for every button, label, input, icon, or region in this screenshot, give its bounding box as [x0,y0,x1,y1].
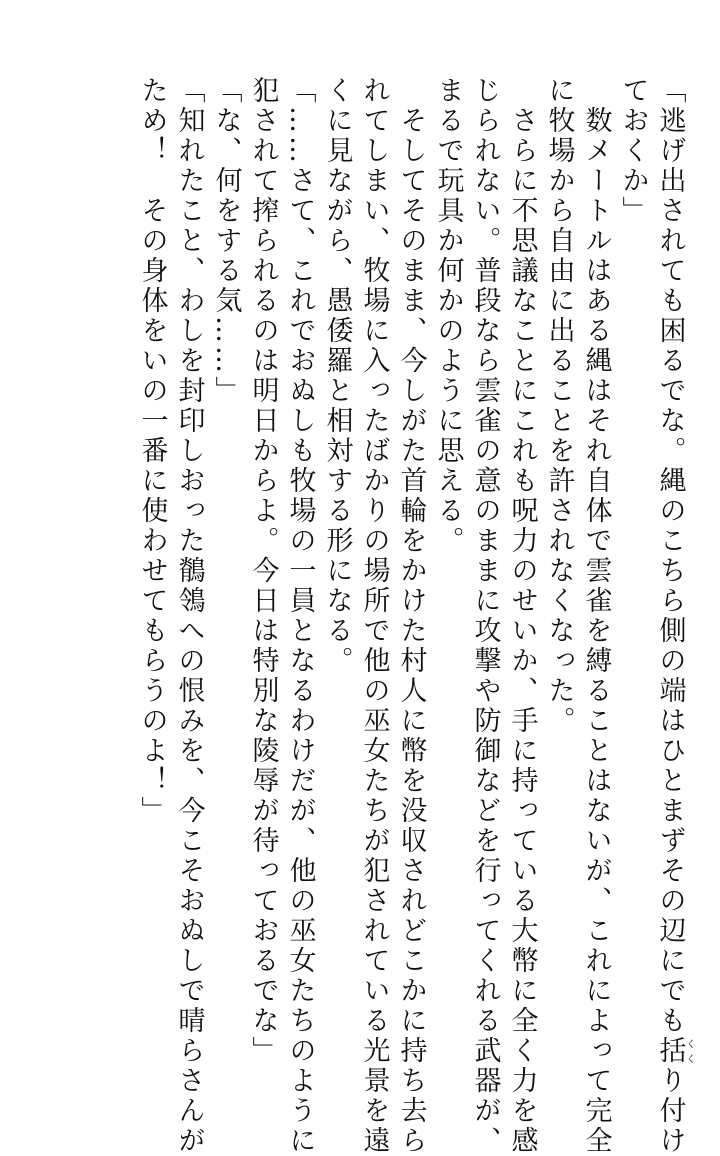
text-line-15: ため！ その身体をいの一番に使わせてもらうのよ！」 [136,76,168,826]
text-line-12: 犯されて搾られるのは明日からよ。今日は特別な陵辱が待っておるでな」 [247,76,279,1066]
text-line-10: くに見ながら、愚倭羅と相対する形になる。 [321,76,353,676]
text-line-6: じられない。普段なら雲雀の意のままに攻撃や防御などを行ってくれる武器が、 [469,76,501,1156]
text-line-1-tail: り付け [654,1066,686,1156]
text-line-4: に牧場から自由に出ることを許されなくなった。 [543,76,575,736]
ruby-base: 括 [654,1036,686,1066]
text-line-3: 数メートルはある縄はそれ自体で雲雀を縛ることはないが、これによって完全 [580,76,612,1156]
ruby-reading: くく [683,1036,695,1066]
text-line-5: さらに不思議なことにこれも呪力のせいか、手に持っている大幣に全く力を感 [506,76,538,1156]
text-line-2: ておくか」 [617,76,649,226]
text-line-1-content: 「逃げ出されても困るでな。縄のこちら側の端はひとまずその辺にでも [654,76,686,1036]
text-line-8: そしてそのまま、今しがた首輪をかけた村人に幣を没収されどこかに持ち去ら [395,76,427,1156]
text-line-1 [652,76,695,1156]
text-line-11: 「……さて、これでおぬしも牧場の一員となるわけだが、他の巫女たちのように [284,76,316,1156]
text-line-7: まるで玩具か何かのように思える。 [432,76,464,556]
vertical-text-body [134,76,695,1156]
text-line-9: れてしまい、牧場に入ったばかりの場所で他の巫女たちが犯されている光景を遠 [358,76,390,1156]
ruby-annotated-word [654,1036,695,1066]
text-line-14: 「知れたこと、わしを封印しおった鶺鴒への恨みを、今こそおぬしで晴らさんが [173,76,205,1156]
text-line-13: 「な、何をする気……」 [210,76,242,406]
